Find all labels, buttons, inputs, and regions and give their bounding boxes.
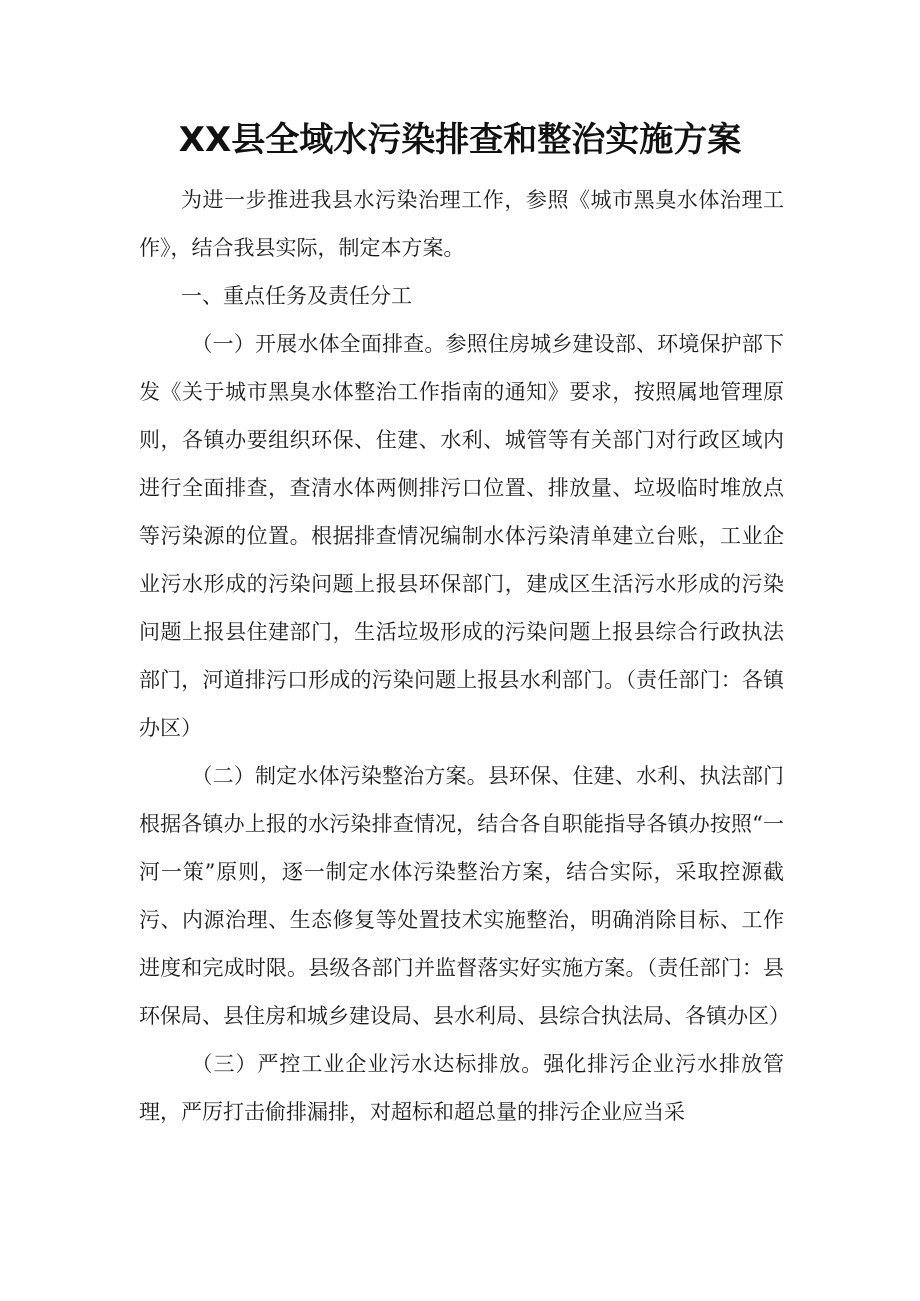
document-title: XX县全域水污染排查和整治实施方案 xyxy=(178,120,742,160)
document-body xyxy=(139,176,790,1136)
task-paragraph-3: （三）严控工业企业污水达标排放。强化排污企业污水排放管理，严厉打击偷排漏排，对超标和超总量的排污企业应当采 xyxy=(139,1052,784,1124)
task-paragraph-2: （二）制定水体污染整治方案。县环保、住建、水利、执法部门根据各镇办上报的水污染排查情况，结合各自职能指导各镇办按照“一河一策”原则，逐一制定水体污染整治方案，结合实际，采取控源截污、内源治理、生态修复等处置技术实施整治，明确消除目标、工作进度和完成时限。县级各部门并监督落实好实施方案。（责任部门：县环保局、县住房和城乡建设局、县水利局、县综合执法局、各镇办区） xyxy=(139,764,790,1028)
intro-paragraph: 为进一步推进我县水污染治理工作，参照《城市黑臭水体治理工作》，结合我县实际，制定本方案。 xyxy=(139,188,784,260)
task-paragraph-1: （一）开展水体全面排查。参照住房城乡建设部、环境保护部下发《关于城市黑臭水体整治工作指南的通知》要求，按照属地管理原则，各镇办要组织环保、住建、水利、城管等有关部门对行政区域内进行全面排查，查清水体两侧排污口位置、排放量、垃圾临时堆放点等污染源的位置。根据排查情况编制水体污染清单建立台账，工业企业污水形成的污染问题上报县环保部门，建成区生活污水形成的污染问题上报县住建部门，生活垃圾形成的污染问题上报县综合行政执法部门，河道排污口形成的污染问题上报县水利部门。（责任部门：各镇办区） xyxy=(139,332,784,740)
section-heading: 一、重点任务及责任分工 xyxy=(181,284,412,308)
